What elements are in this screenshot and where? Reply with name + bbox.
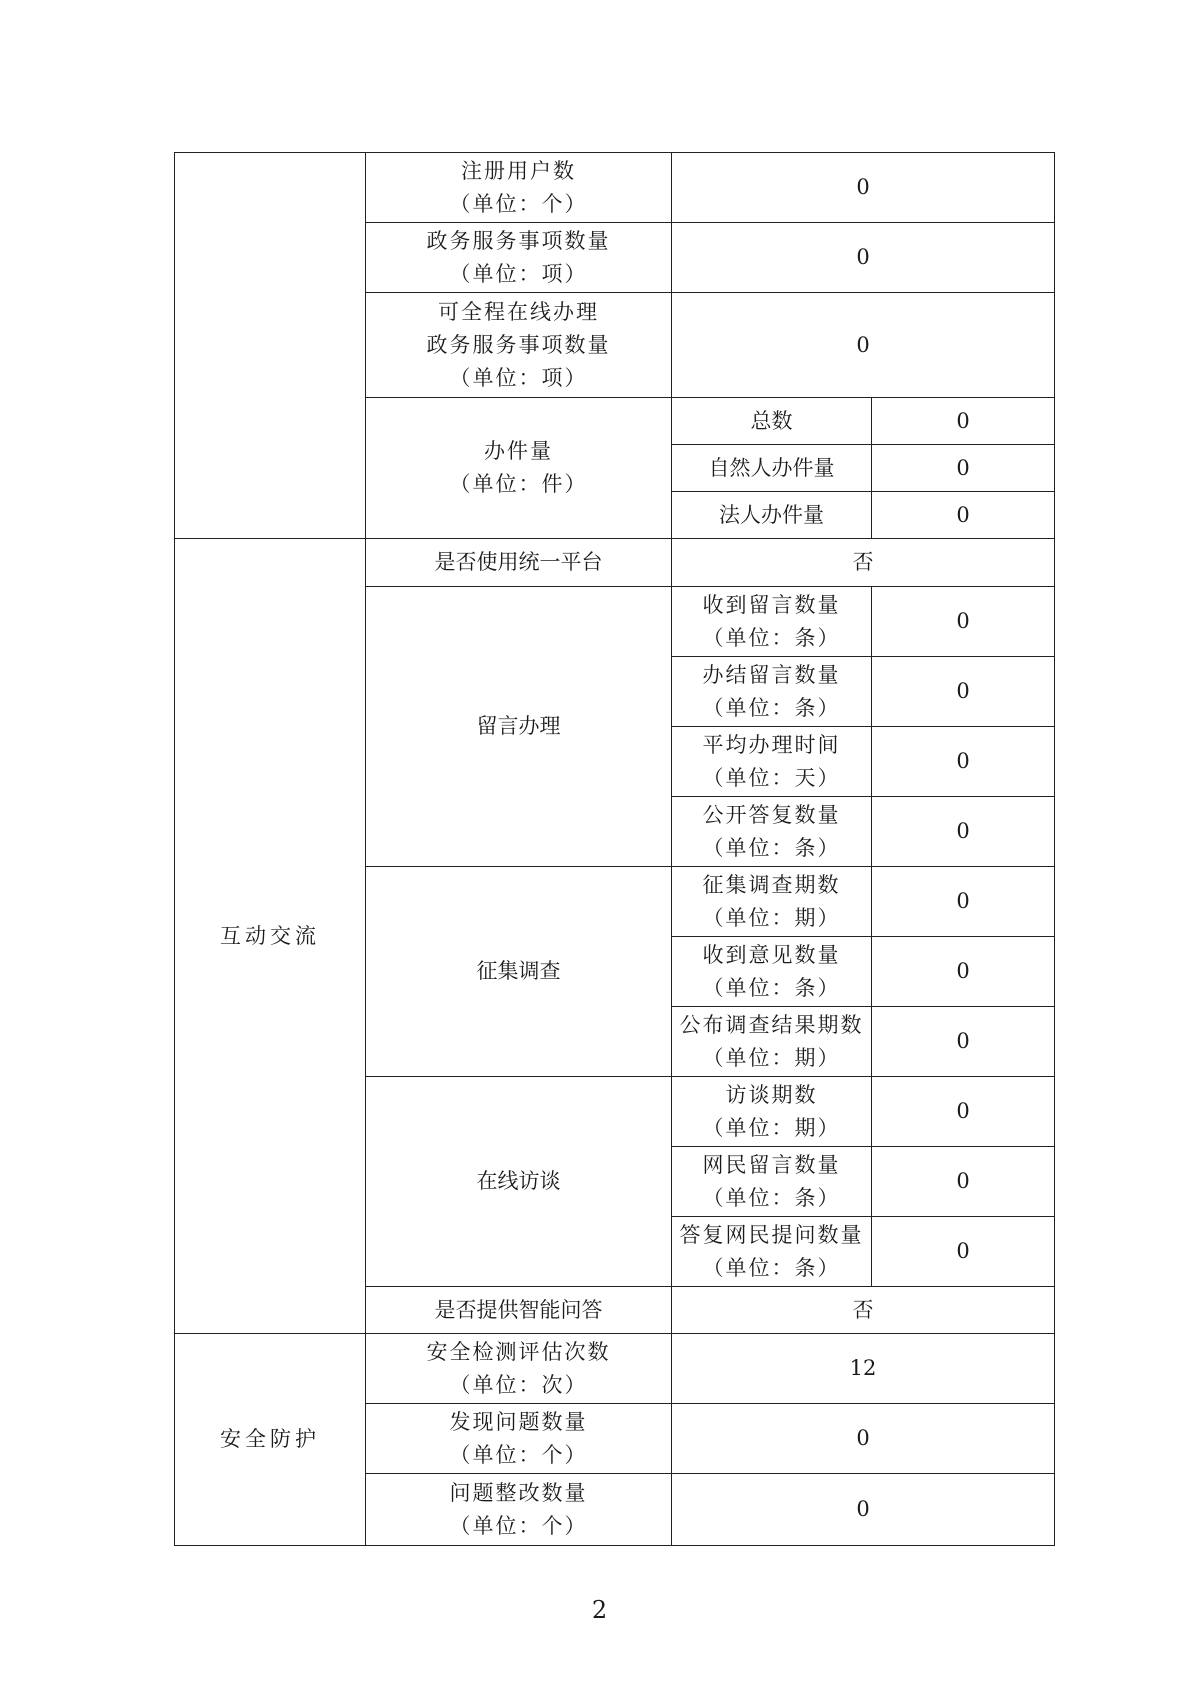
report-table bbox=[174, 152, 1055, 1546]
indicator-label: 办结留言数量 bbox=[702, 662, 841, 687]
sub-indicator-cell: 自然人办件量 bbox=[672, 445, 872, 492]
indicator-unit: （单位：次） bbox=[449, 1372, 588, 1397]
value-cell: 0 bbox=[872, 445, 1055, 492]
value-cell: 0 bbox=[872, 1077, 1055, 1147]
value-cell: 0 bbox=[672, 153, 1055, 223]
interviews-group-cell: 在线访谈 bbox=[366, 1077, 672, 1287]
indicator-unit: （单位：条） bbox=[702, 975, 841, 1000]
indicator-unit: （单位：条） bbox=[702, 1255, 841, 1280]
indicator-unit: （单位：个） bbox=[449, 1442, 588, 1467]
value-cell: 0 bbox=[872, 657, 1055, 727]
indicator-label: 政务服务事项数量 bbox=[426, 228, 611, 253]
sub-indicator-cell bbox=[672, 797, 872, 867]
indicator-label: 访谈期数 bbox=[725, 1082, 818, 1107]
indicator-cell bbox=[366, 223, 672, 293]
indicator-label: 安全检测评估次数 bbox=[426, 1339, 611, 1364]
value-cell: 0 bbox=[672, 223, 1055, 293]
value-cell: 0 bbox=[872, 867, 1055, 937]
indicator-unit: （单位：期） bbox=[702, 905, 841, 930]
surveys-group-cell: 征集调查 bbox=[366, 867, 672, 1077]
sub-indicator-cell bbox=[672, 937, 872, 1007]
indicator-label: 公布调查结果期数 bbox=[679, 1012, 864, 1037]
indicator-label: 注册用户数 bbox=[461, 158, 576, 183]
sub-indicator-cell bbox=[672, 657, 872, 727]
indicator-label: 答复网民提问数量 bbox=[679, 1222, 864, 1247]
indicator-label: 公开答复数量 bbox=[702, 802, 841, 827]
indicator-cell bbox=[366, 293, 672, 398]
indicator-label: 平均办理时间 bbox=[702, 732, 841, 757]
value-cell: 0 bbox=[872, 1007, 1055, 1077]
indicator-unit: （单位：条） bbox=[702, 835, 841, 860]
indicator-label: 问题整改数量 bbox=[449, 1480, 588, 1505]
indicator-unit: （单位：项） bbox=[449, 365, 588, 390]
indicator-label: 征集调查期数 bbox=[702, 872, 841, 897]
value-cell: 0 bbox=[672, 1404, 1055, 1474]
value-cell: 0 bbox=[872, 1147, 1055, 1217]
value-cell: 否 bbox=[672, 1287, 1055, 1334]
value-cell: 0 bbox=[872, 797, 1055, 867]
sub-indicator-cell: 总数 bbox=[672, 398, 872, 445]
indicator-unit: （单位：个） bbox=[449, 191, 588, 216]
value-cell: 否 bbox=[672, 539, 1055, 587]
indicator-cell bbox=[366, 1334, 672, 1404]
indicator-cell bbox=[366, 1404, 672, 1474]
indicator-label: 网民留言数量 bbox=[702, 1152, 841, 1177]
indicator-label: 发现问题数量 bbox=[449, 1409, 588, 1434]
indicator-cell: 是否提供智能问答 bbox=[366, 1287, 672, 1334]
value-cell: 0 bbox=[872, 727, 1055, 797]
indicator-cell bbox=[366, 153, 672, 223]
indicator-cell: 是否使用统一平台 bbox=[366, 539, 672, 587]
page-number: 2 bbox=[591, 1596, 608, 1624]
sub-indicator-cell bbox=[672, 1077, 872, 1147]
table-row bbox=[175, 539, 1055, 587]
value-cell: 0 bbox=[872, 1217, 1055, 1287]
indicator-label: 收到意见数量 bbox=[702, 942, 841, 967]
indicator-label: 办件量 bbox=[484, 439, 553, 463]
table-row bbox=[175, 1334, 1055, 1404]
sub-indicator-cell: 法人办件量 bbox=[672, 492, 872, 539]
indicator-cell bbox=[366, 1474, 672, 1546]
sub-indicator-cell bbox=[672, 587, 872, 657]
indicator-label: 政务服务事项数量 bbox=[426, 332, 611, 357]
indicator-label: 收到留言数量 bbox=[702, 592, 841, 617]
indicator-unit: （单位：条） bbox=[702, 695, 841, 720]
value-cell: 0 bbox=[672, 293, 1055, 398]
table-row bbox=[175, 153, 1055, 223]
security-section-cell: 安全防护 bbox=[175, 1334, 366, 1546]
indicator-label: 可全程在线办理 bbox=[438, 299, 599, 324]
service-section-cell bbox=[175, 153, 366, 539]
indicator-unit: （单位：条） bbox=[702, 625, 841, 650]
sub-indicator-cell bbox=[672, 867, 872, 937]
value-cell: 0 bbox=[672, 1474, 1055, 1546]
indicator-unit: （单位：个） bbox=[449, 1513, 588, 1538]
indicator-unit: （单位：期） bbox=[702, 1115, 841, 1140]
indicator-unit: （单位：件） bbox=[449, 472, 588, 496]
indicator-unit: （单位：期） bbox=[702, 1045, 841, 1070]
value-cell: 0 bbox=[872, 937, 1055, 1007]
indicator-unit: （单位：项） bbox=[449, 261, 588, 286]
value-cell: 0 bbox=[872, 398, 1055, 445]
sub-indicator-cell bbox=[672, 1217, 872, 1287]
sub-indicator-cell bbox=[672, 1007, 872, 1077]
sub-indicator-cell bbox=[672, 1147, 872, 1217]
value-cell: 0 bbox=[872, 492, 1055, 539]
interaction-section-cell: 互动交流 bbox=[175, 539, 366, 1334]
indicator-unit: （单位：天） bbox=[702, 765, 841, 790]
cases-cell bbox=[366, 398, 672, 539]
indicator-unit: （单位：条） bbox=[702, 1185, 841, 1210]
sub-indicator-cell bbox=[672, 727, 872, 797]
value-cell: 12 bbox=[672, 1334, 1055, 1404]
messages-group-cell: 留言办理 bbox=[366, 587, 672, 867]
value-cell: 0 bbox=[872, 587, 1055, 657]
